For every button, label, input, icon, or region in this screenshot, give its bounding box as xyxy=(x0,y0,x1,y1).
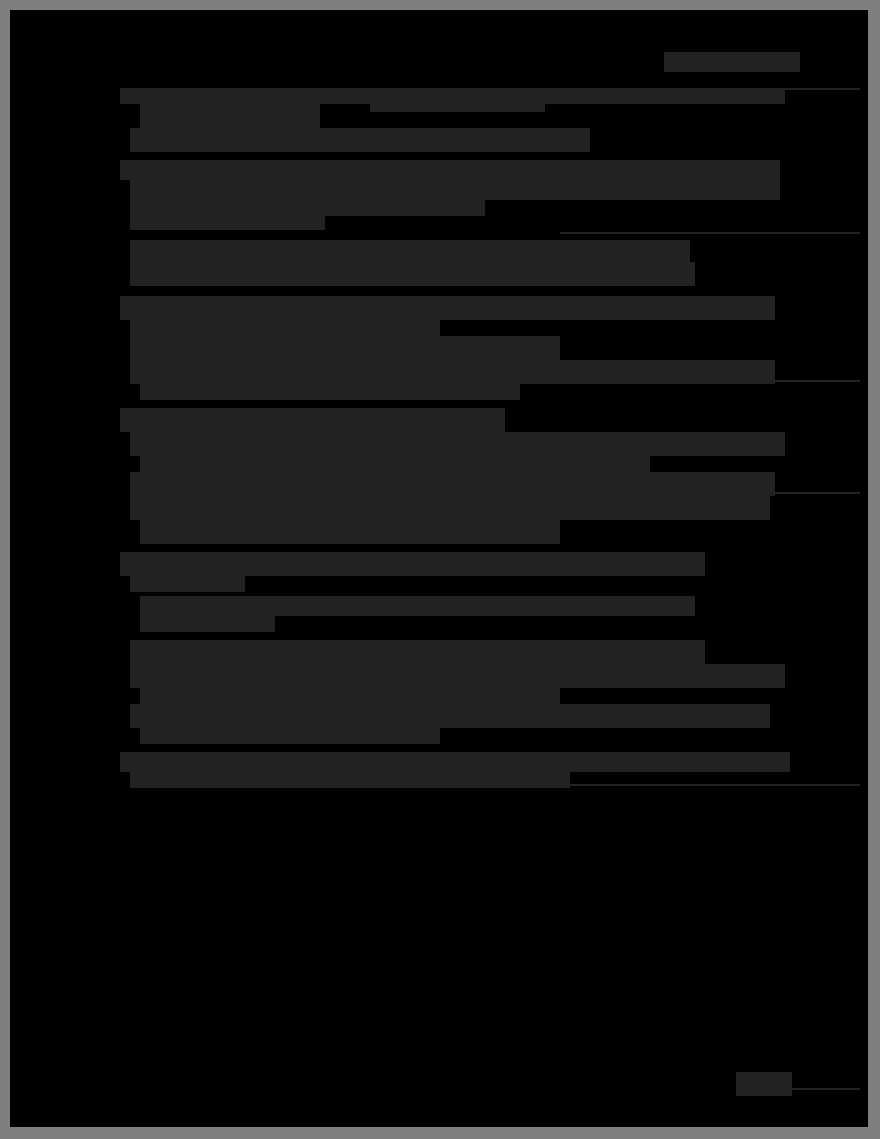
redacted-text-line xyxy=(120,88,785,104)
redacted-page-number xyxy=(736,1072,792,1096)
redaction-rule xyxy=(560,492,860,494)
redaction-rule xyxy=(560,784,860,786)
redaction-rule xyxy=(630,88,860,90)
redacted-text-line xyxy=(370,104,545,112)
redacted-text-line xyxy=(130,262,695,286)
redacted-text-line xyxy=(140,616,275,632)
redacted-text-line xyxy=(120,752,790,772)
redacted-text-line xyxy=(130,664,785,688)
redacted-text-line xyxy=(130,320,440,336)
redacted-header-label xyxy=(664,52,800,72)
redacted-text-line xyxy=(130,772,570,788)
redacted-text-line xyxy=(140,596,695,616)
redaction-rule xyxy=(746,1088,860,1090)
redacted-text-line xyxy=(130,576,245,592)
redacted-text-line xyxy=(120,296,775,320)
redacted-text-line xyxy=(130,176,780,200)
redacted-text-line xyxy=(140,520,560,544)
redacted-text-line xyxy=(120,408,505,432)
redaction-rule xyxy=(560,380,860,382)
redacted-document-page xyxy=(10,10,868,1127)
redacted-text-line xyxy=(130,240,690,264)
redacted-text-line xyxy=(130,336,560,360)
redaction-rule xyxy=(560,232,860,234)
redacted-text-line xyxy=(130,704,770,728)
redacted-text-line xyxy=(130,128,590,152)
redacted-text-line xyxy=(140,104,320,128)
redacted-text-line xyxy=(140,688,560,704)
redacted-text-line xyxy=(130,496,770,520)
redacted-text-line xyxy=(130,214,325,230)
redacted-text-line xyxy=(140,728,440,744)
redacted-text-line xyxy=(130,432,785,456)
redacted-text-line xyxy=(130,640,705,664)
redacted-text-line xyxy=(120,552,705,576)
redacted-text-line xyxy=(140,380,520,400)
redacted-text-line xyxy=(140,456,650,472)
